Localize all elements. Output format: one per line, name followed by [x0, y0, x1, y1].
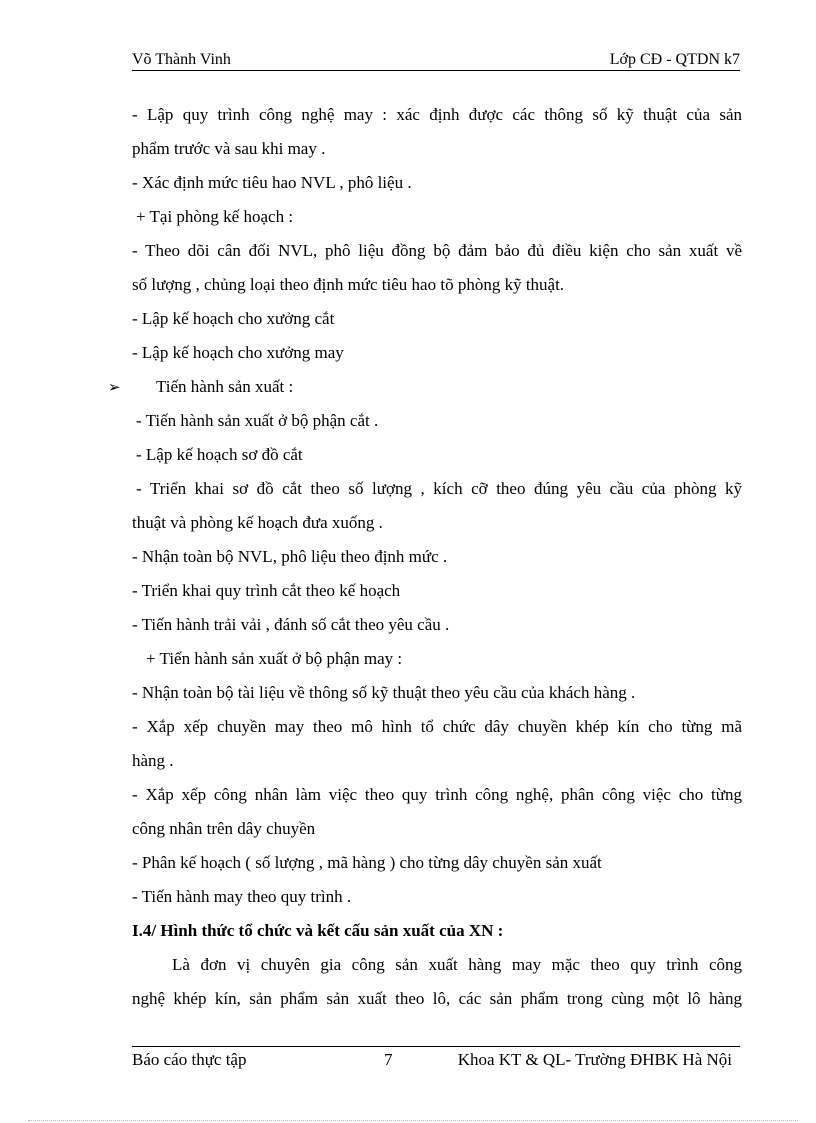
- text-line: - Nhận toàn bộ tài liệu về thông số kỹ thuật theo yêu cầu của khách hàng .: [132, 683, 636, 702]
- document-body: [108, 98, 742, 1016]
- text-line: hàng .: [132, 751, 174, 770]
- header-class: Lớp CĐ - QTDN k7: [609, 51, 740, 68]
- text-line: - Tiến hành may theo quy trình .: [132, 887, 352, 906]
- text-line: nghệ khép kín, sản phẩm sản xuất theo lô, các sản phẩm trong cùng một lô hàng: [132, 989, 742, 1008]
- paragraph-line: Là đơn vị chuyên gia công sản xuất hàng may mặc theo quy trình công: [172, 955, 742, 974]
- text-line: - Lập kế hoạch cho xưởng may: [132, 343, 344, 362]
- text-line: - Xắp xếp công nhân làm việc theo quy trình công nghệ, phân công việc cho từng: [132, 785, 742, 804]
- footer-institution: Khoa KT & QL- Trường ĐHBK Hà Nội: [457, 1050, 732, 1069]
- text-line: phẩm trước và sau khi may .: [132, 139, 326, 158]
- text-line: - Xác định mức tiêu hao NVL , phô liệu .: [132, 173, 412, 192]
- arrow-bullet-icon: ➢: [108, 378, 121, 396]
- text-line: - Theo dõi cân đối NVL, phô liệu đồng bộ đảm bảo đủ điều kiện cho sản xuất về: [132, 241, 742, 260]
- bullet-item-label: Tiến hành sản xuất :: [156, 377, 294, 396]
- text-line: - Triển khai sơ đồ cắt theo số lượng , kích cỡ theo đúng yêu cầu của phòng kỹ: [136, 479, 742, 498]
- text-line: số lượng , chủng loại theo định mức tiêu hao tõ phòng kỹ thuật.: [132, 275, 565, 294]
- page-header: [132, 50, 740, 71]
- page-bottom-divider: [28, 1120, 798, 1121]
- section-subheading: + Tại phòng kế hoạch :: [136, 207, 294, 226]
- footer-report-title: Báo cáo thực tập: [132, 1050, 247, 1069]
- section-subheading: + Tiến hành sản xuất ở bộ phận may :: [146, 649, 403, 668]
- section-heading: I.4/ Hình thức tổ chức và kết cấu sản xuất của XN :: [132, 921, 504, 940]
- page-number: 7: [384, 1050, 393, 1069]
- text-line: - Tiến hành trải vải , đánh số cắt theo yêu cầu .: [132, 615, 450, 634]
- text-line: thuật và phòng kế hoạch đưa xuống .: [132, 513, 383, 532]
- text-line: - Xắp xếp chuyền may theo mô hình tổ chức dây chuyền khép kín cho từng mã: [132, 717, 742, 736]
- text-line: - Lập kế hoạch cho xưởng cắt: [132, 309, 335, 328]
- text-line: - Phân kế hoạch ( số lượng , mã hàng ) cho từng dây chuyền sản xuất: [132, 853, 602, 872]
- text-line: - Lập kế hoạch sơ đồ cắt: [136, 445, 303, 464]
- text-line: - Lập quy trình công nghệ may : xác định được các thông số kỹ thuật của sản: [132, 105, 742, 124]
- header-author: Võ Thành Vinh: [132, 51, 231, 68]
- bullet-item: [108, 370, 742, 404]
- page-footer: [132, 1046, 740, 1073]
- text-line: - Triển khai quy trình cắt theo kế hoạch: [132, 581, 401, 600]
- text-line: công nhân trên dây chuyền: [132, 819, 316, 838]
- text-line: - Tiến hành sản xuất ở bộ phận cắt .: [136, 411, 379, 430]
- text-line: - Nhận toàn bộ NVL, phô liệu theo định mức .: [132, 547, 448, 566]
